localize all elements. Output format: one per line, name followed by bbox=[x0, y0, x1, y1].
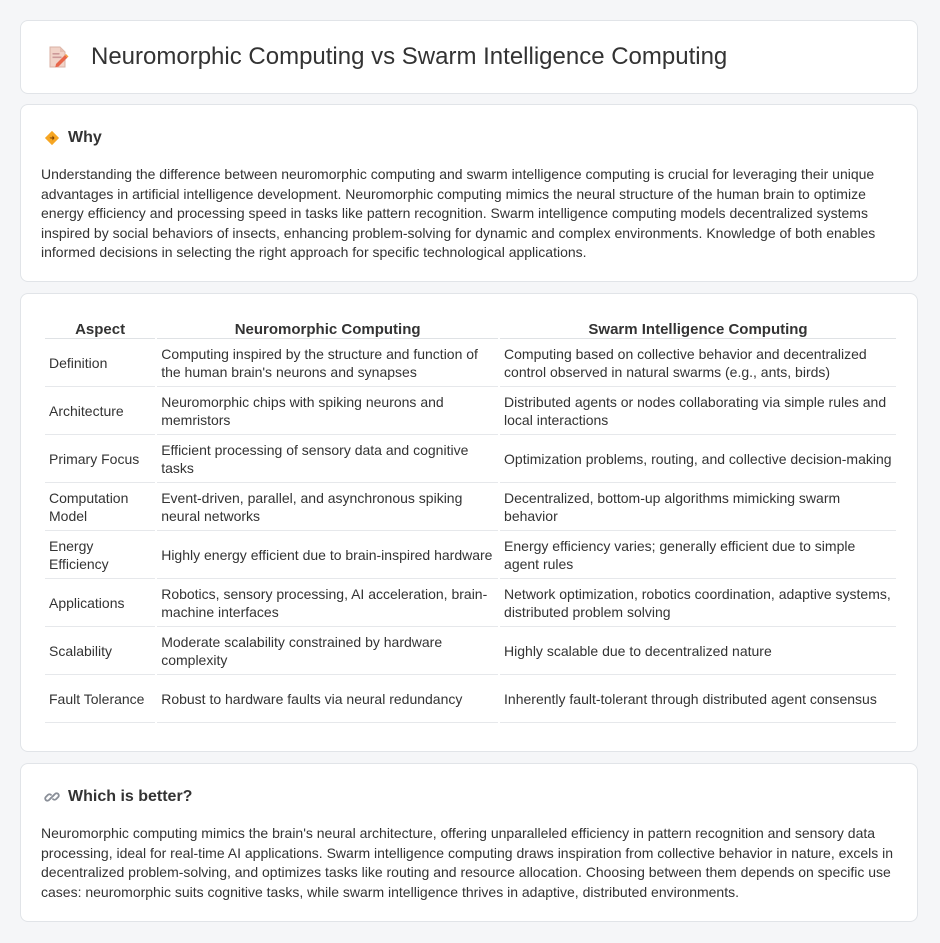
aspect-cell: Architecture bbox=[45, 387, 155, 435]
why-heading: Why bbox=[68, 129, 102, 146]
swarm-cell: Distributed agents or nodes collaborating via simple rules and local interactions bbox=[500, 387, 896, 435]
link-icon bbox=[44, 789, 60, 805]
neuromorphic-cell: Robotics, sensory processing, AI acceleration, brain-machine interfaces bbox=[157, 579, 498, 627]
better-body: Neuromorphic computing mimics the brain's neural architecture, offering unparalleled efficiency in pattern recognition and sensory data processing, ideal for real-time AI applications. Swarm intelligence computing draws inspiration from collective behavior in nature, excels in decentralized problem-solving, and optimizes tasks like routing and resource allocation. Choosing between them depends on specific use cases: neuromorphic suits cognitive tasks, while swarm intelligence thrives in adaptive, distributed environments. bbox=[41, 825, 894, 900]
neuromorphic-cell: Highly energy efficient due to brain-inspired hardware bbox=[157, 531, 498, 579]
neuromorphic-cell: Computing inspired by the structure and function of the human brain's neurons and synapses bbox=[157, 339, 498, 387]
table-row bbox=[45, 531, 896, 579]
which-is-better-section bbox=[20, 763, 918, 922]
why-section bbox=[20, 104, 918, 282]
table-row bbox=[45, 339, 896, 387]
neuromorphic-cell: Efficient processing of sensory data and cognitive tasks bbox=[157, 435, 498, 483]
header-swarm: Swarm Intelligence Computing bbox=[500, 314, 896, 339]
aspect-cell: Primary Focus bbox=[45, 435, 155, 483]
aspect-cell: Fault Tolerance bbox=[45, 675, 155, 723]
neuromorphic-cell: Event-driven, parallel, and asynchronous spiking neural networks bbox=[157, 483, 498, 531]
swarm-cell: Computing based on collective behavior and decentralized control observed in natural swarms (e.g., ants, birds) bbox=[500, 339, 896, 387]
swarm-cell: Highly scalable due to decentralized nature bbox=[500, 627, 896, 675]
neuromorphic-cell: Robust to hardware faults via neural redundancy bbox=[157, 675, 498, 723]
comparison-table-card bbox=[20, 293, 918, 752]
neuromorphic-cell: Moderate scalability constrained by hardware complexity bbox=[157, 627, 498, 675]
why-body: Understanding the difference between neuromorphic computing and swarm intelligence computing is crucial for leveraging their unique advantages in artificial intelligence development. Neuromorphic computing mimics the neural structure of the human brain to optimize energy efficiency and processing speed in tasks like pattern recognition. Swarm intelligence computing models decentralized systems inspired by social behaviors of insects, enhancing problem-solving for dynamic and complex environments. Knowledge of both enables informed decisions in selecting the right approach for specific technological applications. bbox=[41, 166, 876, 260]
swarm-cell: Network optimization, robotics coordination, adaptive systems, distributed problem solving bbox=[500, 579, 896, 627]
better-heading: Which is better? bbox=[68, 788, 193, 805]
table-row bbox=[45, 483, 896, 531]
header-neuromorphic: Neuromorphic Computing bbox=[157, 314, 498, 339]
aspect-cell: Energy Efficiency bbox=[45, 531, 155, 579]
aspect-cell: Computation Model bbox=[45, 483, 155, 531]
aspect-cell: Definition bbox=[45, 339, 155, 387]
document-pencil-icon bbox=[47, 45, 69, 69]
aspect-cell: Scalability bbox=[45, 627, 155, 675]
comparison-table bbox=[43, 314, 898, 723]
aspect-cell: Applications bbox=[45, 579, 155, 627]
swarm-cell: Decentralized, bottom-up algorithms mimicking swarm behavior bbox=[500, 483, 896, 531]
swarm-cell: Optimization problems, routing, and collective decision-making bbox=[500, 435, 896, 483]
neuromorphic-cell: Neuromorphic chips with spiking neurons and memristors bbox=[157, 387, 498, 435]
table-row bbox=[45, 579, 896, 627]
table-row bbox=[45, 627, 896, 675]
swarm-cell: Inherently fault-tolerant through distributed agent consensus bbox=[500, 675, 896, 723]
page-title: Neuromorphic Computing vs Swarm Intelligence Computing bbox=[91, 43, 728, 70]
swarm-cell: Energy efficiency varies; generally efficient due to simple agent rules bbox=[500, 531, 896, 579]
table-row bbox=[45, 435, 896, 483]
table-row bbox=[45, 387, 896, 435]
title-card bbox=[20, 20, 918, 94]
header-aspect: Aspect bbox=[45, 314, 155, 339]
table-row bbox=[45, 675, 896, 723]
diamond-direction-icon bbox=[44, 130, 60, 146]
